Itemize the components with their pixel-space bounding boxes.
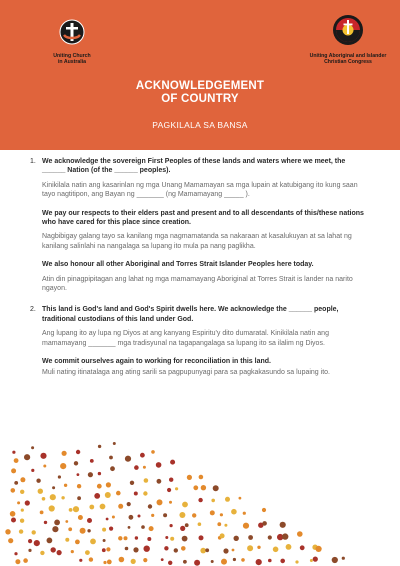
decorative-dot xyxy=(50,494,56,500)
decorative-dot xyxy=(141,525,145,529)
decorative-dot xyxy=(40,453,46,459)
decorative-dot xyxy=(273,547,279,553)
decorative-dot xyxy=(8,538,13,543)
decorative-dot xyxy=(65,520,68,523)
tagalog-paragraph: Muli nating itinatalaga ang ating sarili sa pagpupunyagi para sa pagkakasundo sa lupaing ito. xyxy=(42,368,330,376)
decorative-dot xyxy=(49,505,55,511)
decorative-dot xyxy=(125,547,129,551)
decorative-dot xyxy=(24,454,30,460)
decorative-dot xyxy=(80,528,86,534)
decorative-dot-pattern xyxy=(0,440,400,566)
decorative-dot xyxy=(170,537,174,541)
decorative-dot xyxy=(98,472,101,475)
decorative-dot xyxy=(102,548,106,552)
decorative-dot xyxy=(243,512,246,515)
decorative-dot xyxy=(15,559,20,564)
page-title-line1: ACKNOWLEDGEMENT xyxy=(135,80,265,92)
decorative-dot xyxy=(282,533,288,539)
decorative-dot xyxy=(106,547,110,551)
decorative-dot xyxy=(124,536,128,540)
decorative-dot xyxy=(62,451,67,456)
decorative-dot xyxy=(169,478,173,482)
decorative-dot xyxy=(210,510,215,515)
decorative-dot xyxy=(57,550,62,555)
decorative-dot xyxy=(165,536,168,539)
decorative-dot xyxy=(60,463,66,469)
decorative-dot xyxy=(106,518,109,521)
decorative-dot xyxy=(185,523,189,527)
decorative-dot xyxy=(73,506,79,512)
decorative-dot xyxy=(179,512,185,518)
decorative-dot xyxy=(144,546,150,552)
decorative-dot xyxy=(107,560,112,565)
decorative-dot xyxy=(140,453,145,458)
decorative-dot xyxy=(14,481,18,485)
decorative-dot xyxy=(268,559,272,563)
decorative-dot xyxy=(17,501,20,504)
decorative-dot xyxy=(128,526,131,529)
right-logo-caption-line1: Uniting Aboriginal and Islander xyxy=(309,53,387,59)
decorative-dot xyxy=(231,509,237,515)
decorative-dot xyxy=(25,500,30,505)
decorative-dot xyxy=(199,475,204,480)
decorative-dot xyxy=(88,472,93,477)
decorative-dot xyxy=(28,539,32,543)
left-logo-caption xyxy=(44,53,100,65)
decorative-dot xyxy=(149,526,154,531)
decorative-dot xyxy=(268,535,272,539)
english-paragraph: We acknowledge the sovereign First Peoples of these lands and waters where we meet, the ______ Nation (of the ______ peoples). xyxy=(42,158,346,175)
decorative-dot xyxy=(43,465,46,468)
decorative-dot xyxy=(143,466,146,469)
decorative-dot xyxy=(313,557,318,562)
decorative-dot xyxy=(332,557,338,563)
decorative-dot xyxy=(286,544,292,550)
decorative-dot xyxy=(201,485,206,490)
decorative-dot xyxy=(175,487,178,490)
decorative-dot xyxy=(233,558,236,561)
decorative-dot xyxy=(239,497,242,500)
decorative-dot xyxy=(243,523,249,529)
decorative-dot xyxy=(106,482,111,487)
decorative-dot xyxy=(310,559,313,562)
decorative-dot xyxy=(109,527,113,531)
decorative-dot xyxy=(105,492,111,498)
section-number: 1. xyxy=(30,158,36,165)
decorative-dot xyxy=(169,501,172,504)
decorative-dot xyxy=(168,561,172,565)
decorative-dot xyxy=(87,518,92,523)
decorative-dot xyxy=(110,466,115,471)
decorative-dot xyxy=(194,560,200,566)
decorative-dot xyxy=(220,513,223,516)
decorative-dot xyxy=(100,504,106,510)
decorative-dot xyxy=(77,496,81,500)
decorative-dot xyxy=(262,521,267,526)
right-logo-caption xyxy=(300,53,396,65)
decorative-dot xyxy=(163,513,167,517)
decorative-dot xyxy=(125,456,131,462)
decorative-dot xyxy=(221,559,227,565)
uniting-church-logo xyxy=(44,18,100,65)
english-paragraph: We also honour all other Aboriginal and Torres Strait Islander Peoples here today. xyxy=(42,261,314,269)
decorative-dot xyxy=(14,552,17,555)
decorative-dot xyxy=(38,489,43,494)
decorative-dot xyxy=(200,548,206,554)
decorative-dot xyxy=(198,522,202,526)
right-logo-caption-line2: Christian Congress xyxy=(324,59,372,65)
decorative-dot xyxy=(11,488,16,493)
decorative-dot xyxy=(151,450,155,454)
decorative-dot xyxy=(342,557,345,560)
decorative-dot xyxy=(241,558,245,562)
decorative-dot xyxy=(256,559,262,565)
decorative-dot xyxy=(205,548,209,552)
decorative-dot xyxy=(280,559,285,564)
decorative-dot xyxy=(118,504,123,509)
decorative-dot xyxy=(133,547,138,552)
decorative-dot xyxy=(74,461,78,465)
decorative-dot xyxy=(199,535,204,540)
decorative-dot xyxy=(20,519,24,523)
decorative-dot xyxy=(127,502,131,506)
section-body xyxy=(42,157,370,302)
decorative-dot xyxy=(180,526,185,531)
acknowledgement-body xyxy=(30,157,370,386)
english-paragraph: This land is God's land and God's Spirit dwells here. We acknowledge the ______ people, traditional custodians of this land under God. xyxy=(42,306,339,323)
decorative-dot xyxy=(232,549,235,552)
decorative-dot xyxy=(77,473,80,476)
decorative-dot xyxy=(11,518,16,523)
section-body xyxy=(42,305,370,385)
decorative-dot xyxy=(316,546,322,552)
decorative-dot xyxy=(94,493,100,499)
decorative-dot xyxy=(192,513,196,517)
decorative-dot xyxy=(89,505,94,510)
english-paragraph: We commit ourselves again to working for reconciliation in this land. xyxy=(42,358,271,366)
decorative-dot xyxy=(211,499,215,503)
english-paragraph: We pay our respects to their elders past and present and to all descendants of this/these nations who have cared for this place since creation. xyxy=(42,209,364,227)
decorative-dot xyxy=(10,511,16,517)
decorative-dot xyxy=(170,524,173,527)
decorative-dot xyxy=(224,524,227,527)
decorative-dot xyxy=(23,558,28,563)
decorative-dot xyxy=(44,521,47,524)
section-number: 2. xyxy=(30,306,36,314)
decorative-dot xyxy=(182,502,188,508)
tagalog-paragraph: Atin din pinagpipitagan ang lahat ng mga mamamayang Aboriginal at Torres Strait is lander na narito ngayon. xyxy=(42,275,353,293)
decorative-dot xyxy=(211,560,214,563)
decorative-dot xyxy=(109,456,113,460)
decorative-dot xyxy=(65,538,69,542)
decorative-dot xyxy=(280,522,286,528)
decorative-dot xyxy=(78,515,83,520)
decorative-dot xyxy=(90,539,96,545)
page-title-line2: OF COUNTRY xyxy=(161,93,239,105)
decorative-dot xyxy=(85,550,90,555)
decorative-dot xyxy=(36,479,40,483)
decorative-dot xyxy=(47,538,53,544)
decorative-dot xyxy=(234,536,239,541)
decorative-dot xyxy=(5,529,10,534)
decorative-dot xyxy=(68,527,72,531)
decorative-dot xyxy=(90,459,94,463)
decorative-dot xyxy=(113,442,116,445)
decorative-dot xyxy=(28,549,31,552)
left-logo-caption-line1: Uniting Church xyxy=(53,53,91,59)
section-1 xyxy=(30,157,370,302)
decorative-dot xyxy=(198,498,202,502)
decorative-dot xyxy=(116,491,121,496)
decorative-dot xyxy=(156,462,162,468)
decorative-dot xyxy=(89,557,93,561)
decorative-dot xyxy=(134,492,138,496)
decorative-dot xyxy=(112,516,115,519)
decorative-dot xyxy=(183,560,187,564)
decorative-dot xyxy=(300,545,305,550)
page-subtitle: PAGKILALA SA BANSA xyxy=(152,120,248,130)
decorative-dot xyxy=(213,485,219,491)
decorative-dot xyxy=(40,511,44,515)
decorative-dot xyxy=(34,540,40,546)
decorative-dot xyxy=(103,539,106,542)
decorative-dot xyxy=(76,450,80,454)
decorative-dot xyxy=(42,497,46,501)
decorative-dot xyxy=(77,484,81,488)
decorative-dot xyxy=(248,535,253,540)
decorative-dot xyxy=(170,460,175,465)
decorative-dot xyxy=(147,537,151,541)
header-wave-edge xyxy=(0,128,400,158)
decorative-dot xyxy=(257,546,260,549)
decorative-dot xyxy=(223,548,228,553)
decorative-dot xyxy=(98,445,101,448)
decorative-dot xyxy=(71,550,74,553)
left-logo-caption-line2: in Australia xyxy=(57,59,87,65)
decorative-dot xyxy=(19,529,23,533)
decorative-dot xyxy=(143,558,147,562)
decorative-dot xyxy=(157,479,162,484)
decorative-dot xyxy=(167,488,171,492)
decorative-dot xyxy=(118,536,122,540)
decorative-dot xyxy=(182,536,188,542)
decorative-dot xyxy=(161,558,164,561)
decorative-dot xyxy=(64,484,67,487)
uniting-church-emblem-icon xyxy=(58,18,86,46)
decorative-dot xyxy=(79,559,82,562)
decorative-dot xyxy=(119,557,125,563)
decorative-dot xyxy=(262,508,266,512)
decorative-dot xyxy=(40,551,44,555)
page-title xyxy=(100,80,300,106)
decorative-dot xyxy=(134,465,139,470)
tagalog-paragraph: Ang lupang ito ay lupa ng Diyos at ang kanyang Espiritu'y dito dumaratal. Kinikilala natin ang mamamayang _______ mga tradisyunal na tagapangalaga sa lupang ito sa ilalim ng Diyos. xyxy=(42,330,329,347)
decorative-dot xyxy=(14,458,19,463)
decorative-dot xyxy=(102,528,106,532)
decorative-dot xyxy=(143,491,147,495)
decorative-dot xyxy=(20,477,25,482)
section-2 xyxy=(30,305,370,385)
decorative-dot xyxy=(225,497,230,502)
decorative-dot xyxy=(58,475,61,478)
decorative-dot xyxy=(187,475,192,480)
decorative-dot xyxy=(193,485,198,490)
decorative-dot xyxy=(157,499,163,505)
decorative-dot xyxy=(54,520,60,526)
decorative-dot xyxy=(61,496,64,499)
uaicc-logo xyxy=(300,14,396,65)
tagalog-paragraph: Kinikilala natin ang kasarinlan ng mga Unang Mamamayan sa mga lupain at katubigang ito kung saan tayo nagtitipon, ang Bayan ng _______ (ng Mamamayang _____ ). xyxy=(42,181,358,199)
decorative-dot xyxy=(87,529,90,532)
decorative-dot xyxy=(20,490,24,494)
tagalog-paragraph: Nagbibigay galang tayo sa kanilang mga nagmamatanda sa nakaraan at kasalukuyan at sa lahat ng kanilang salinlahi na nangalaga sa lupang ito mula pa nang paglikha. xyxy=(42,233,352,250)
decorative-dot xyxy=(164,546,168,550)
decorative-dot xyxy=(138,515,141,518)
decorative-dot xyxy=(144,478,149,483)
decorative-dot xyxy=(295,560,298,563)
decorative-dot xyxy=(12,451,15,454)
decorative-dot xyxy=(11,468,16,473)
decorative-dot xyxy=(21,509,24,512)
decorative-dot xyxy=(247,545,253,551)
decorative-dot xyxy=(52,486,55,489)
decorative-dot xyxy=(97,484,102,489)
decorative-dot xyxy=(52,526,58,532)
decorative-dot xyxy=(297,531,303,537)
decorative-dot xyxy=(129,515,134,520)
decorative-dot xyxy=(151,514,154,517)
decorative-dot xyxy=(130,481,134,485)
decorative-dot xyxy=(75,540,80,545)
decorative-dot xyxy=(148,504,152,508)
decorative-dot xyxy=(131,559,136,564)
uaicc-emblem-icon xyxy=(332,14,364,46)
decorative-dot xyxy=(174,548,178,552)
decorative-dot xyxy=(217,522,221,526)
decorative-dot xyxy=(135,536,138,539)
decorative-dot xyxy=(220,533,225,538)
decorative-dot xyxy=(31,446,34,449)
decorative-dot xyxy=(69,508,73,512)
decorative-dot xyxy=(32,530,36,534)
decorative-dot xyxy=(51,547,56,552)
decorative-dot xyxy=(31,469,34,472)
decorative-dot xyxy=(181,546,186,551)
decorative-dot xyxy=(103,561,106,564)
